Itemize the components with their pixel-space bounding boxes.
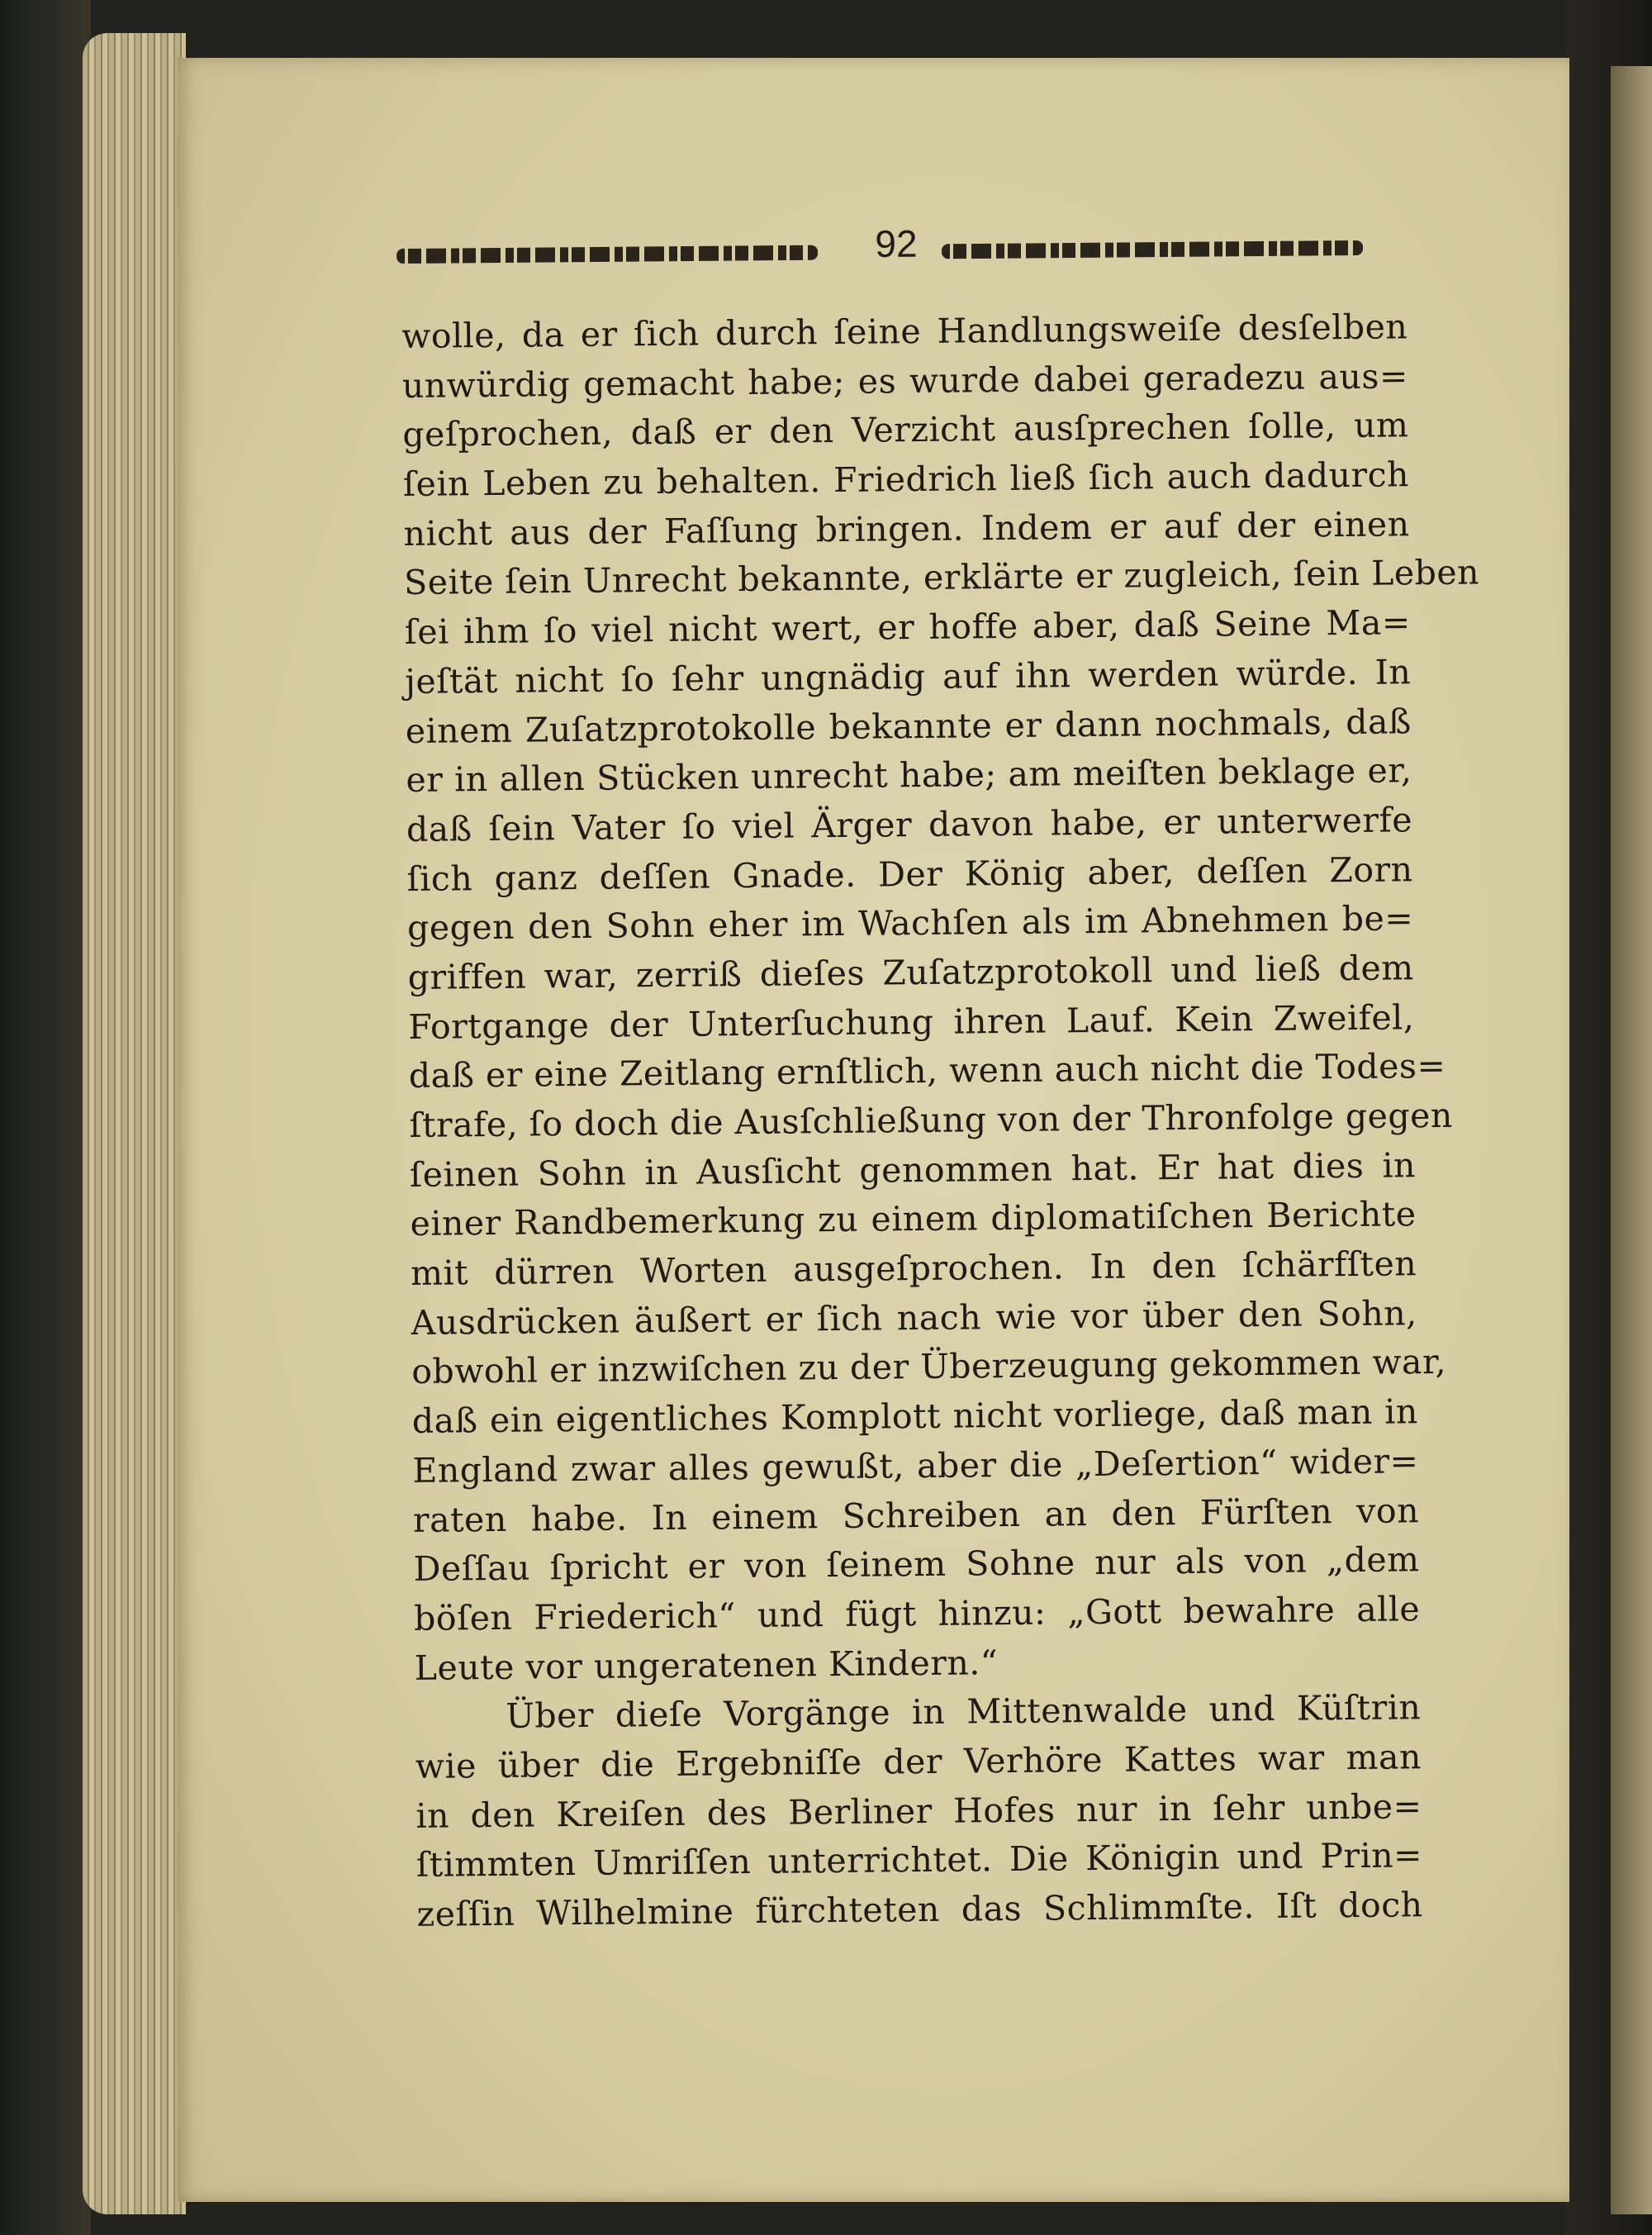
text-line: ſein Leben zu behalten. Friedrich ließ ſich auch dadurch bbox=[402, 454, 1410, 505]
text-line: wie über die Ergebniſſe der Verhöre Kattes war man bbox=[415, 1737, 1422, 1786]
ornament-left bbox=[396, 245, 818, 264]
text-line: ſtrafe, ſo doch die Ausſchließung von der Thronfolge gegen bbox=[409, 1095, 1454, 1145]
page-number: 92 bbox=[875, 221, 918, 266]
text-line: gegen den Sohn eher im Wachſen als im Abnehmen be= bbox=[406, 898, 1414, 949]
text-line: Deſſau ſpricht er von ſeinem Sohne nur als von „dem bbox=[413, 1539, 1420, 1590]
text-line: ſeinen Sohn in Ausſicht genommen hat. Er hat dies in bbox=[409, 1144, 1417, 1195]
text-line: griffen war, zerriß dieſes Zuſatzprotokoll und ließ dem bbox=[407, 948, 1414, 997]
text-line: Ausdrücken äußert er ſich nach wie vor über den Sohn, bbox=[411, 1293, 1417, 1343]
page-edges bbox=[83, 33, 186, 2214]
text-line: ſei ihm ſo viel nicht wert, er hoffe aber, daß Seine Ma= bbox=[404, 602, 1411, 653]
text-line: einer Randbemerkung zu einem diplomatiſchen Berichte bbox=[410, 1194, 1417, 1244]
text-line: ſich ganz deſſen Gnade. Der König aber, deſſen Zorn bbox=[406, 849, 1413, 899]
text-line: er in allen Stücken unrecht habe; am meiſten beklage er, bbox=[406, 750, 1412, 801]
text-line: raten habe. In einem Schreiben an den Fürſten von bbox=[412, 1490, 1420, 1540]
text-line: mit dürren Worten ausgeſprochen. In den ſchärfſten bbox=[410, 1244, 1417, 1294]
body-text bbox=[401, 302, 1480, 1939]
text-line: wolle, da er ſich durch ſeine Handlungsweiſe desſelben bbox=[401, 307, 1408, 356]
facing-page-edge bbox=[1611, 66, 1652, 2214]
text-line: Über dieſe Vorgänge in Mittenwalde und Küſtrin bbox=[506, 1687, 1422, 1737]
text-line: Fortgange der Unterſuchung ihren Lauf. Kein Zweifel, bbox=[408, 996, 1415, 1047]
text-line: unwürdig gemacht habe; es wurde dabei geradezu aus= bbox=[401, 355, 1409, 406]
text-line: einem Zuſatzprotokolle bekannte er dann nochmals, daß bbox=[405, 701, 1412, 751]
text-line: England zwar alles gewußt, aber die „Deſertion“ wider= bbox=[412, 1441, 1419, 1491]
text-line: daß ſein Vater ſo viel Ärger davon habe, er unterwerfe bbox=[406, 800, 1413, 849]
page-header bbox=[396, 217, 1363, 275]
book-spine bbox=[0, 0, 91, 2235]
text-line: ſtimmten Umriſſen unterrichtet. Die Königin und Prin= bbox=[415, 1835, 1423, 1885]
ornament-right bbox=[942, 240, 1363, 259]
text-line: Seite ſein Unrecht bekannte, erklärte er zugleich, ſein Leben bbox=[403, 552, 1480, 603]
text-line: nicht aus der Faſſung bringen. Indem er auf der einen bbox=[403, 504, 1410, 554]
text-line: böſen Friederich“ und fügt hinzu: „Gott bewahre alle bbox=[413, 1589, 1421, 1638]
text-line: zeſſin Wilhelmine fürchteten das Schlimmſte. Iſt doch bbox=[416, 1885, 1423, 1934]
text-line: daß ein eigentliches Komplott nicht vorliege, daß man in bbox=[411, 1391, 1419, 1442]
text-line: geſprochen, daß er den Verzicht ausſprechen ſolle, um bbox=[402, 405, 1409, 455]
text-line: daß er eine Zeitlang ernſtlich, wenn auch nicht die Todes= bbox=[408, 1046, 1446, 1096]
text-line: Leute vor ungeratenen Kindern.“ bbox=[414, 1642, 999, 1688]
text-line: in den Kreiſen des Berliner Hofes nur in ſehr unbe= bbox=[415, 1786, 1422, 1836]
text-line: obwohl er inzwiſchen zu der Überzeugung gekommen war, bbox=[411, 1342, 1447, 1392]
text-line: jeſtät nicht ſo ſehr ungnädig auf ihn werden würde. In bbox=[405, 652, 1412, 701]
